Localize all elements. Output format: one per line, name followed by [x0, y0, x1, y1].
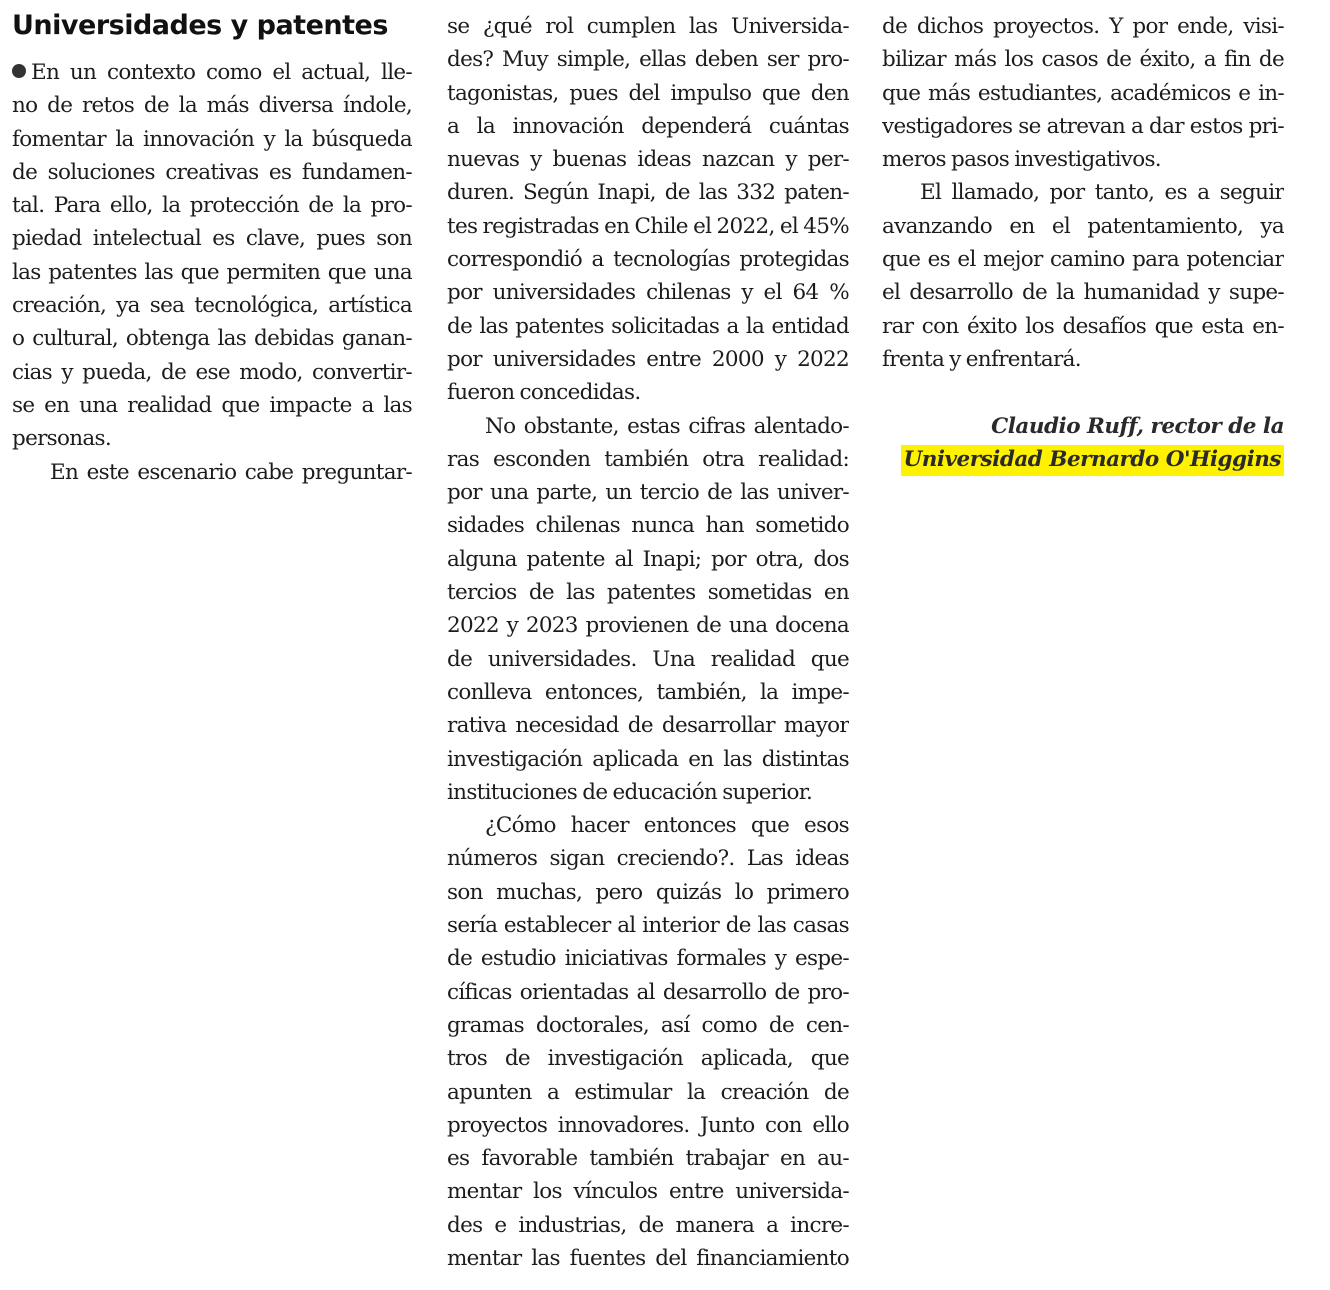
text-line: des e industrias, de manera a incre-	[447, 1212, 849, 1238]
text-line: tes registradas en Chile el 2022, el 45%	[447, 213, 849, 239]
text-line: se ¿qué rol cumplen las Universida-	[447, 14, 849, 39]
text-line: En un contexto como el actual, lle-	[12, 56, 412, 89]
text-line: rativa necesidad de desarrollar mayor	[447, 713, 849, 739]
text-line: instituciones de educación superior.	[447, 779, 813, 805]
text-line: por universidades entre 2000 y 2022	[447, 346, 849, 372]
column-1-text	[12, 56, 412, 489]
text-line: de soluciones creativas es fundamen-	[12, 159, 412, 185]
text-line: que más estudiantes, académicos e in-	[882, 80, 1284, 106]
text-line: nuevas y buenas ideas nazcan y per-	[447, 147, 849, 173]
text-line: ras esconden también otra realidad:	[447, 446, 849, 472]
text-line: alguna patente al Inapi; por otra, dos	[447, 546, 849, 572]
text-line: conlleva entonces, también, la impe-	[447, 679, 849, 705]
text-line: creación, ya sea tecnológica, artística	[12, 293, 412, 319]
text-line: tros de investigación aplicada, que	[447, 1046, 849, 1072]
text-line: mentar las fuentes del financiamiento	[447, 1245, 849, 1271]
column-2	[447, 0, 849, 1275]
text-line: personas.	[12, 426, 111, 452]
column-2-text	[447, 10, 849, 1275]
text-line: es favorable también trabajar en au-	[447, 1146, 849, 1172]
text-line: No obstante, estas cifras alentado-	[485, 413, 849, 439]
text-line: de universidades. Una realidad que	[447, 646, 849, 672]
text-line: sidades chilenas nunca han sometido	[447, 513, 849, 539]
text-line: fomentar la innovación y la búsqueda	[12, 126, 412, 152]
text-line: son muchas, pero quizás lo primero	[447, 879, 849, 905]
text-line: el desarrollo de la humanidad y supe-	[882, 280, 1284, 306]
text-line: a la innovación dependerá cuántas	[447, 113, 849, 139]
text-line: las patentes las que permiten que una	[12, 259, 412, 285]
text-line: El llamado, por tanto, es a seguir	[920, 180, 1284, 206]
text-line: por universidades chilenas y el 64 %	[447, 280, 849, 306]
text-line: cíficas orientadas al desarrollo de pro-	[447, 979, 849, 1005]
article-title: Universidades y patentes	[12, 10, 388, 41]
text-line: piedad intelectual es clave, pues son	[12, 226, 412, 252]
column-1	[12, 0, 412, 489]
text-line: En este escenario cabe preguntar-	[50, 459, 412, 485]
text-line: mentar los vínculos entre universida-	[447, 1179, 849, 1205]
bullet-icon	[12, 64, 26, 78]
text-line: 2022 y 2023 provienen de una docena	[447, 613, 849, 639]
text-line: frenta y enfrentará.	[882, 346, 1081, 372]
text-line: números sigan creciendo?. Las ideas	[447, 846, 849, 872]
text-line: ¿Cómo hacer entonces que esos	[485, 813, 849, 839]
text-line: proyectos innovadores. Junto con ello	[447, 1112, 849, 1138]
text-line: por una parte, un tercio de las univer-	[447, 480, 849, 506]
text-line: o cultural, obtenga las debidas ganan-	[12, 326, 412, 352]
text-line: duren. Según Inapi, de las 332 paten-	[447, 180, 849, 206]
text-line: vestigadores se atrevan a dar estos pri-	[882, 113, 1284, 139]
text-line: se en una realidad que impacte a las	[12, 392, 412, 418]
byline	[882, 410, 1284, 476]
text-line: de estudio iniciativas formales y espe-	[447, 946, 849, 972]
column-3-text	[882, 10, 1284, 376]
text-line: bilizar más los casos de éxito, a fin de	[882, 47, 1284, 73]
text-line: tagonistas, pues del impulso que den	[447, 80, 849, 106]
text-line: fueron concedidas.	[447, 380, 641, 406]
text-line: de dichos proyectos. Y por ende, visi-	[882, 14, 1284, 39]
text-line: rar con éxito los desafíos que esta en-	[882, 313, 1284, 339]
text-line: que es el mejor camino para potenciar	[882, 247, 1284, 273]
text-line: no de retos de la más diversa índole,	[12, 93, 412, 119]
text-line: sería establecer al interior de las casas	[447, 913, 849, 939]
text-line: des? Muy simple, ellas deben ser pro-	[447, 47, 849, 73]
text-line: tercios de las patentes sometidas en	[447, 580, 849, 606]
text-line: correspondió a tecnologías protegidas	[447, 247, 849, 273]
text-line: meros pasos investigativos.	[882, 147, 1161, 173]
text-line: gramas doctorales, así como de cen-	[447, 1012, 849, 1038]
text-line: apunten a estimular la creación de	[447, 1079, 849, 1105]
text-line: cias y pueda, de ese modo, convertir-	[12, 359, 412, 385]
text-line: investigación aplicada en las distintas	[447, 746, 849, 772]
byline-author: Claudio Ruff, rector de la	[991, 414, 1284, 440]
text-line: tal. Para ello, la protección de la pro-	[12, 193, 412, 219]
byline-institution: Universidad Bernardo O'Higgins	[901, 445, 1285, 476]
text-line: de las patentes solicitadas a la entidad	[447, 313, 849, 339]
text-line: avanzando en el patentamiento, ya	[882, 213, 1284, 239]
column-3	[882, 0, 1284, 476]
